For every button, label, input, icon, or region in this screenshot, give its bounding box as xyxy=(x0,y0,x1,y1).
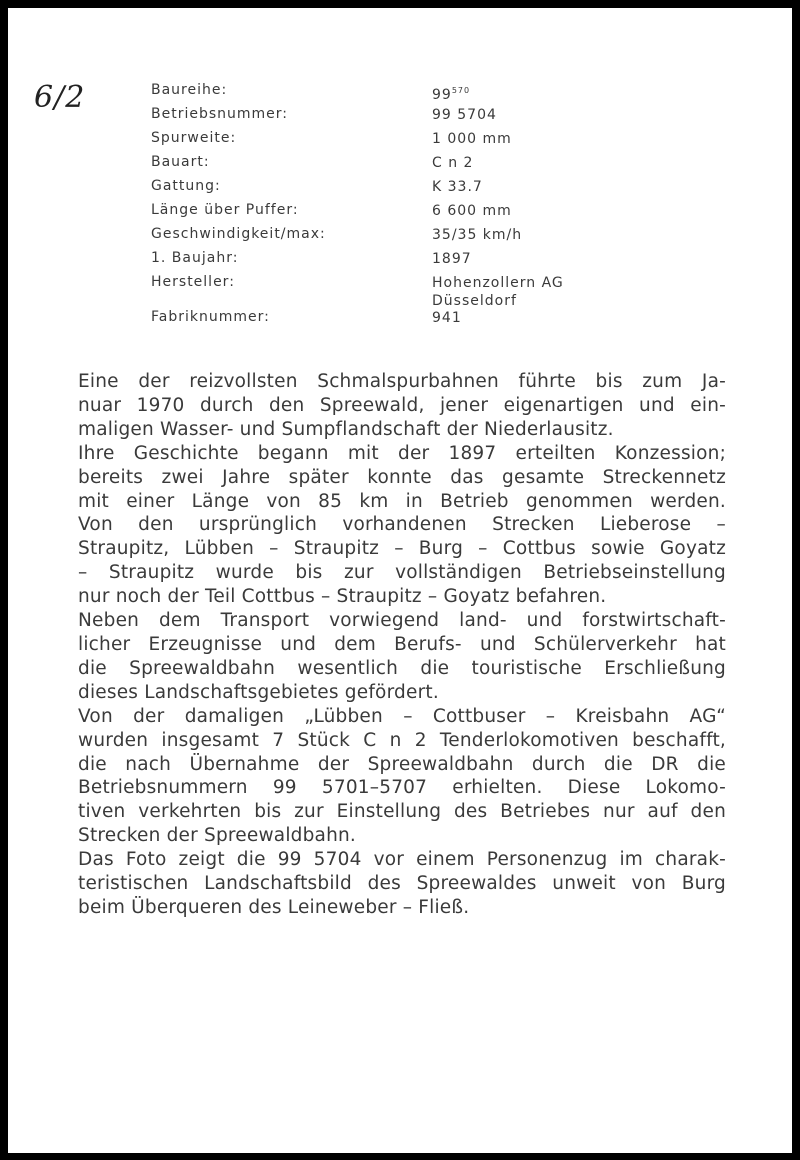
spec-row-fabriknummer xyxy=(151,309,751,333)
spec-value: $99^{570}$ xyxy=(432,86,471,103)
text-line: maligen Wasser- und Sumpflandschaft der Niederlausitz. xyxy=(78,418,614,440)
spec-value: 35/35 km/h xyxy=(432,227,523,243)
spec-value: 1897 xyxy=(432,251,472,267)
text-line: – Straupitz wurde bis zur vollständigen Betriebseinstellung xyxy=(78,562,726,584)
text-line: die nach Übernahme der Spreewaldbahn durch die DR die xyxy=(78,753,726,775)
text-line: Betriebsnummern 99 5701–5707 erhielten. Diese Lokomo- xyxy=(78,777,726,799)
spec-label: Gattung: xyxy=(151,178,221,194)
text-line: Straupitz, Lübben – Straupitz – Burg – Cottbus sowie Goyatz xyxy=(78,538,726,560)
spec-label: 1. Baujahr: xyxy=(151,250,239,266)
spec-value: C n 2 xyxy=(432,155,474,171)
text-line: Strecken der Spreewaldbahn. xyxy=(78,825,357,847)
text-line: Von den ursprünglich vorhandenen Strecken Lieberose – xyxy=(78,514,726,536)
spec-label: Baureihe: xyxy=(151,82,228,98)
text-line: die Spreewaldbahn wesentlich die touristische Erschließung xyxy=(78,657,726,679)
spec-value: 99 5704 xyxy=(432,107,497,123)
spec-value: 6 600 mm xyxy=(432,203,512,219)
text-line: nur noch der Teil Cottbus – Straupitz – Goyatz befahren. xyxy=(78,586,607,608)
text-line: nuar 1970 durch den Spreewald, jener eigenartigen und ein- xyxy=(78,394,726,416)
text-line: teristischen Landschaftsbild des Spreewaldes unweit von Burg xyxy=(78,873,726,895)
text-line: wurden insgesamt 7 Stück C n 2 Tenderlokomotiven beschafft, xyxy=(78,729,726,751)
spec-label: Hersteller: xyxy=(151,274,235,290)
postcard-back xyxy=(8,8,792,1153)
text-line: bereits zwei Jahre später konnte das gesamte Streckennetz xyxy=(78,466,726,488)
text-line: mit einer Länge von 85 km in Betrieb genommen werden. xyxy=(78,490,726,512)
text-line: Eine der reizvollsten Schmalspurbahnen führte bis zum Ja- xyxy=(78,371,726,392)
spec-value: 941 xyxy=(432,310,462,326)
spec-row-hersteller xyxy=(151,274,751,309)
text-line: tiven verkehrten bis zur Einstellung des Betriebes nur auf den xyxy=(78,801,726,823)
spec-row-betriebsnummer xyxy=(151,106,751,130)
spec-row-gattung xyxy=(151,178,751,202)
spec-label: Bauart: xyxy=(151,154,210,170)
spec-row-bauart xyxy=(151,154,751,178)
spec-label: Geschwindigkeit/max: xyxy=(151,226,326,242)
text-line: beim Überqueren des Leineweber – Fließ. xyxy=(78,896,470,918)
description-text xyxy=(78,370,726,920)
spec-value: 1 000 mm xyxy=(432,131,512,147)
spec-value: Hohenzollern AG Düsseldorf xyxy=(432,275,564,309)
text-line: Von der damaligen „Lübben – Cottbuser – Kreisbahn AG“ xyxy=(78,705,726,727)
text-line: Das Foto zeigt die 99 5704 vor einem Personenzug im charak- xyxy=(78,849,726,871)
handwritten-note: 6/2 xyxy=(34,80,86,115)
text-line: Ihre Geschichte begann mit der 1897 erteilten Konzession; xyxy=(78,442,726,464)
spec-row-spurweite xyxy=(151,130,751,154)
text-line: Neben dem Transport vorwiegend land- und forstwirtschaft- xyxy=(78,610,726,632)
text-line: licher Erzeugnisse und dem Berufs- und Schülerverkehr hat xyxy=(78,633,726,655)
spec-value: K 33.7 xyxy=(432,179,483,195)
spec-label: Betriebsnummer: xyxy=(151,106,289,122)
spec-row-baujahr xyxy=(151,250,751,274)
spec-label: Länge über Puffer: xyxy=(151,202,299,218)
spec-table xyxy=(151,82,751,333)
spec-label: Fabriknummer: xyxy=(151,309,270,325)
spec-label: Spurweite: xyxy=(151,130,237,146)
spec-row-laenge xyxy=(151,202,751,226)
text-line: dieses Landschaftsgebietes gefördert. xyxy=(78,681,439,703)
spec-row-baureihe xyxy=(151,82,751,106)
spec-row-geschwindigkeit xyxy=(151,226,751,250)
